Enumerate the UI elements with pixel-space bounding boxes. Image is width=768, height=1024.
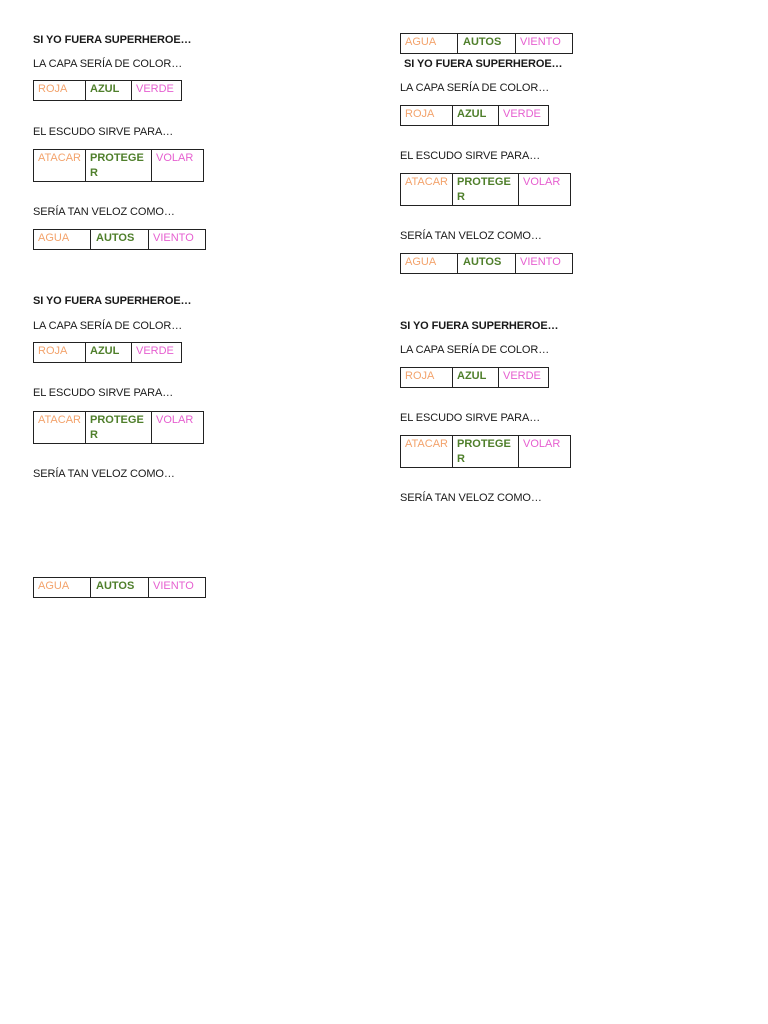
- option-agua[interactable]: AGUA: [34, 230, 91, 250]
- block1-escudo-question: EL ESCUDO SIRVE PARA…: [33, 126, 174, 138]
- option-viento[interactable]: VIENTO: [516, 34, 573, 54]
- option-proteger[interactable]: PROTEGER: [86, 412, 152, 444]
- block4-escudo-question: EL ESCUDO SIRVE PARA…: [400, 412, 541, 424]
- option-viento[interactable]: VIENTO: [516, 254, 573, 274]
- block1-veloz-options: [33, 229, 206, 250]
- option-proteger[interactable]: PROTEGER: [86, 150, 152, 182]
- block4-escudo-options: [400, 435, 571, 468]
- block2-veloz-options: [33, 577, 206, 598]
- option-viento[interactable]: VIENTO: [149, 230, 206, 250]
- option-volar[interactable]: VOLAR: [152, 412, 204, 444]
- block3-veloz-question: SERÍA TAN VELOZ COMO…: [400, 230, 542, 242]
- option-agua[interactable]: AGUA: [401, 34, 458, 54]
- block4-veloz-question: SERÍA TAN VELOZ COMO…: [400, 492, 542, 504]
- block1-capa-question: LA CAPA SERÍA DE COLOR…: [33, 58, 183, 70]
- option-azul[interactable]: AZUL: [453, 368, 499, 388]
- block1-veloz-question: SERÍA TAN VELOZ COMO…: [33, 206, 175, 218]
- option-agua[interactable]: AGUA: [401, 254, 458, 274]
- block2-title: SI YO FUERA SUPERHEROE…: [33, 295, 192, 307]
- option-verde[interactable]: VERDE: [132, 81, 182, 101]
- option-verde[interactable]: VERDE: [132, 343, 182, 363]
- block3-capa-question: LA CAPA SERÍA DE COLOR…: [400, 82, 550, 94]
- option-verde[interactable]: VERDE: [499, 106, 549, 126]
- option-autos[interactable]: AUTOS: [91, 578, 149, 598]
- block2-capa-question: LA CAPA SERÍA DE COLOR…: [33, 320, 183, 332]
- block4-title: SI YO FUERA SUPERHEROE…: [400, 320, 559, 332]
- option-proteger[interactable]: PROTEGER: [453, 174, 519, 206]
- block3-escudo-question: EL ESCUDO SIRVE PARA…: [400, 150, 541, 162]
- block2-escudo-options: [33, 411, 204, 444]
- block1-capa-options: [33, 80, 182, 101]
- block2-veloz-question: SERÍA TAN VELOZ COMO…: [33, 468, 175, 480]
- option-atacar[interactable]: ATACAR: [34, 150, 86, 182]
- option-volar[interactable]: VOLAR: [152, 150, 204, 182]
- option-autos[interactable]: AUTOS: [91, 230, 149, 250]
- option-atacar[interactable]: ATACAR: [401, 174, 453, 206]
- option-roja[interactable]: ROJA: [401, 368, 453, 388]
- block3-escudo-options: [400, 173, 571, 206]
- option-roja[interactable]: ROJA: [401, 106, 453, 126]
- option-atacar[interactable]: ATACAR: [34, 412, 86, 444]
- block2-escudo-question: EL ESCUDO SIRVE PARA…: [33, 387, 174, 399]
- option-autos[interactable]: AUTOS: [458, 34, 516, 54]
- block3-veloz-options: [400, 253, 573, 274]
- block3-title: SI YO FUERA SUPERHEROE…: [404, 58, 563, 70]
- option-viento[interactable]: VIENTO: [149, 578, 206, 598]
- option-agua[interactable]: AGUA: [34, 578, 91, 598]
- block1-escudo-options: [33, 149, 204, 182]
- option-atacar[interactable]: ATACAR: [401, 436, 453, 468]
- option-verde[interactable]: VERDE: [499, 368, 549, 388]
- block4-capa-question: LA CAPA SERÍA DE COLOR…: [400, 344, 550, 356]
- block3-capa-options: [400, 105, 549, 126]
- option-autos[interactable]: AUTOS: [458, 254, 516, 274]
- option-proteger[interactable]: PROTEGER: [453, 436, 519, 468]
- block1-title: SI YO FUERA SUPERHEROE…: [33, 34, 192, 46]
- block4-capa-options: [400, 367, 549, 388]
- option-azul[interactable]: AZUL: [86, 343, 132, 363]
- block2-capa-options: [33, 342, 182, 363]
- option-roja[interactable]: ROJA: [34, 343, 86, 363]
- option-azul[interactable]: AZUL: [453, 106, 499, 126]
- option-volar[interactable]: VOLAR: [519, 174, 571, 206]
- option-roja[interactable]: ROJA: [34, 81, 86, 101]
- option-azul[interactable]: AZUL: [86, 81, 132, 101]
- block3-top-veloz-options: [400, 33, 573, 54]
- option-volar[interactable]: VOLAR: [519, 436, 571, 468]
